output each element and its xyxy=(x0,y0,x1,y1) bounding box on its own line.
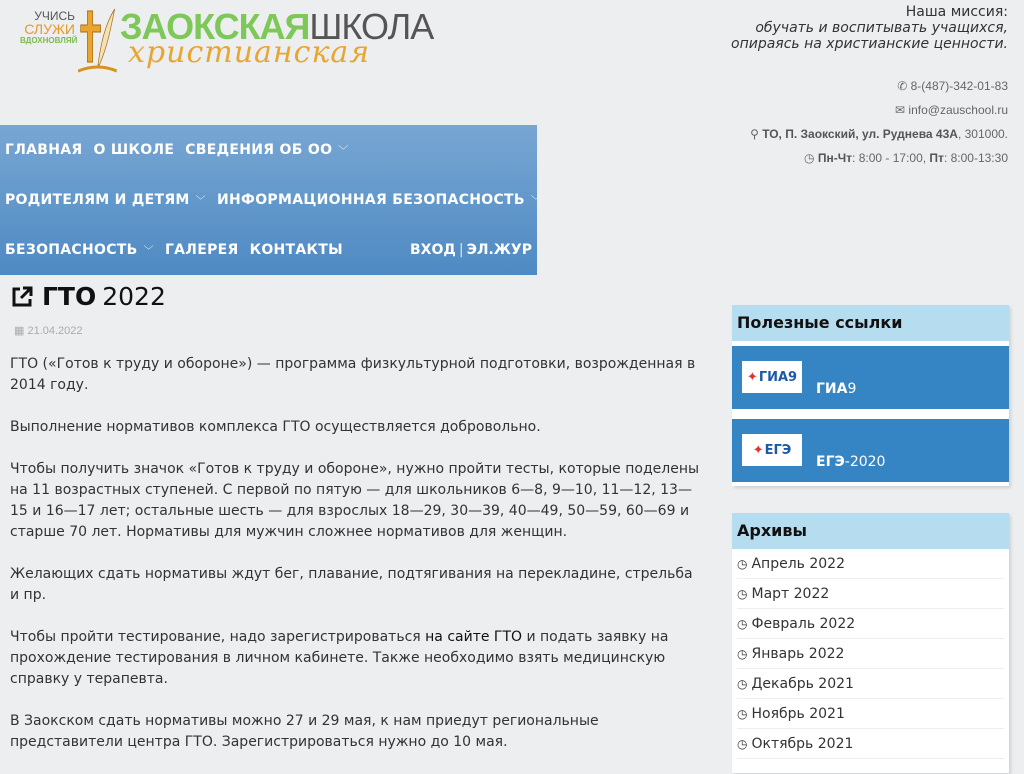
link-rest: -2020 xyxy=(844,454,886,470)
cross-quill-icon xyxy=(78,5,118,75)
ege-logo: ✦ ЕГЭ xyxy=(742,434,802,466)
phone-text: 8-(487)-342-01-83 xyxy=(910,79,1008,93)
address-bold: ТО, П. Заокский, ул. Руднева 43А xyxy=(762,127,958,141)
envelope-icon: ✉ xyxy=(895,103,909,117)
chevron-down-icon: ﹀ xyxy=(143,246,154,257)
text: и подать заявку на прохождение тестирования в личном кабинете. Также необходимо взять медицинскую справку у терапевта. xyxy=(10,629,669,687)
mission-statement xyxy=(731,4,1008,52)
clock-icon: ◷ xyxy=(737,557,748,571)
journal-link[interactable]: ЭЛ.ЖУР xyxy=(466,242,532,258)
archive-item[interactable]: ◷ Октябрь 2021 xyxy=(737,729,1004,759)
archive-item[interactable]: ◷ Март 2022 xyxy=(737,579,1004,609)
archives-widget xyxy=(732,513,1009,773)
link-rest: 9 xyxy=(847,381,857,397)
separator: | xyxy=(458,242,464,258)
map-marker-icon: ⚲ xyxy=(750,127,763,141)
gto-site-link[interactable]: на сайте ГТО xyxy=(425,629,523,645)
phone-icon: ✆ xyxy=(897,79,911,93)
nav-label: ИНФОРМАЦИОННАЯ БЕЗОПАСНОСТЬ xyxy=(216,192,525,208)
paragraph: В Заокском сдать нормативы можно 27 и 29 мая, к нам приедут региональные представители центра ГТО. Зарегистрироваться нужно до 10 мая. xyxy=(10,713,599,750)
nav-contacts[interactable]: КОНТАКТЫ xyxy=(249,242,343,258)
archive-item[interactable]: ◷ Февраль 2022 xyxy=(737,609,1004,639)
logo-tagline-1: УЧИСЬ xyxy=(34,9,75,23)
contacts xyxy=(750,78,1008,174)
nav-label: СВЕДЕНИЯ ОБ ОО xyxy=(185,142,333,158)
logo-title: ЗАОКСКАЯШКОЛА xyxy=(120,6,434,47)
useful-links-widget xyxy=(732,305,1009,486)
date-text: 21.04.2022 xyxy=(27,325,83,337)
archive-item[interactable]: ◷ Декабрь 2021 xyxy=(737,669,1004,699)
hours xyxy=(750,150,1008,174)
email-text: info@zauschool.ru xyxy=(908,103,1008,117)
paragraph: ГТО («Готов к труду и обороне») — программа физкультурной подготовки, возрожденная в 2014 году. xyxy=(10,356,696,393)
clock-icon: ◷ xyxy=(737,707,748,721)
clock-icon: ◷ xyxy=(737,587,748,601)
hours-label: Пн-Чт xyxy=(817,151,853,165)
page-title xyxy=(10,282,166,311)
archive-item[interactable]: ◷ Январь 2022 xyxy=(737,639,1004,669)
chevron-down-icon: ﹀ xyxy=(338,146,349,157)
paragraph: Чтобы получить значок «Готов к труду и обороне», нужно пройти тесты, которые поделены на 11 возрастных ступеней. С первой по пятую — для школьников 6—8, 9—10, 11—12, 13—15 и 16—17 лет; остальные шесть — для взрослых 18—29, 30—39, 40—49, 50—59, 60—69 и старше 70 лет. Нормативы для мужчин сложнее нормативов для женщин. xyxy=(10,461,700,540)
clock-icon: ◷ xyxy=(804,151,818,165)
email[interactable] xyxy=(750,102,1008,126)
widget-title: Полезные ссылки xyxy=(732,305,1009,341)
mission-line: обучать и воспитывать учащихся, xyxy=(755,20,1008,36)
nav-about[interactable]: О ШКОЛЕ xyxy=(93,142,175,158)
title-rest: 2022 xyxy=(102,282,166,311)
address xyxy=(750,126,1008,150)
link-bold: ГИА xyxy=(816,381,848,397)
paragraph xyxy=(10,627,700,690)
phone[interactable] xyxy=(750,78,1008,102)
calendar-icon: ▦ xyxy=(14,325,28,337)
title-bold: ГТО xyxy=(42,282,97,311)
text: Чтобы пройти тестирование, надо зарегистрироваться xyxy=(10,629,426,645)
nav-gallery[interactable]: ГАЛЕРЕЯ xyxy=(164,242,239,258)
logo-tagline-2: СЛУЖИ xyxy=(24,21,75,37)
hours-label: Пт xyxy=(929,151,944,165)
paragraph: Выполнение нормативов комплекса ГТО осуществляется добровольно. xyxy=(10,419,541,435)
clock-icon: ◷ xyxy=(737,617,748,631)
nav-home[interactable]: ГЛАВНАЯ xyxy=(5,142,83,158)
clock-icon: ◷ xyxy=(737,737,748,751)
site-logo[interactable] xyxy=(20,5,434,80)
mission-heading: Наша миссия: xyxy=(905,4,1008,20)
logo-tagline-3: ВДОХНОВЛЯЙ xyxy=(20,36,78,45)
logo-subtitle: христианская xyxy=(128,35,371,70)
article-body xyxy=(10,354,700,774)
nav-infosec[interactable] xyxy=(217,192,541,208)
nav-info[interactable] xyxy=(185,142,348,158)
gia9-logo: ✦ ГИА9 xyxy=(742,361,802,393)
link-bold: ЕГЭ xyxy=(816,454,845,470)
widget-title: Архивы xyxy=(732,513,1009,549)
post-date xyxy=(14,324,83,337)
nav-label: БЕЗОПАСНОСТЬ xyxy=(5,242,138,258)
clock-icon: ◷ xyxy=(737,647,748,661)
hours-value: : 8:00-13:30 xyxy=(943,151,1008,165)
chevron-down-icon: ﹀ xyxy=(195,196,206,207)
paragraph: Желающих сдать нормативы ждут бег, плавание, подтягивания на перекладине, стрельба и пр. xyxy=(10,566,693,603)
gia9-link[interactable] xyxy=(732,346,1009,409)
archive-item[interactable]: ◷ Ноябрь 2021 xyxy=(737,699,1004,729)
nav-parents[interactable] xyxy=(5,192,206,208)
nav-security[interactable] xyxy=(5,242,154,258)
main-nav xyxy=(0,125,542,275)
auth-links xyxy=(410,242,532,258)
clock-icon: ◷ xyxy=(737,677,748,691)
chevron-down-icon: ﹀ xyxy=(530,196,542,207)
nav-label: РОДИТЕЛЯМ И ДЕТЯМ xyxy=(5,192,190,208)
external-link-icon[interactable] xyxy=(10,285,34,309)
ege-link[interactable] xyxy=(732,419,1009,482)
address-rest: , 301000. xyxy=(957,127,1008,141)
hours-value: : 8:00 - 17:00, xyxy=(852,151,930,165)
archive-item[interactable]: ◷ Апрель 2022 xyxy=(737,549,1004,579)
mission-line: опираясь на христианские ценности. xyxy=(731,36,1008,52)
login-link[interactable]: ВХОД xyxy=(410,242,456,258)
